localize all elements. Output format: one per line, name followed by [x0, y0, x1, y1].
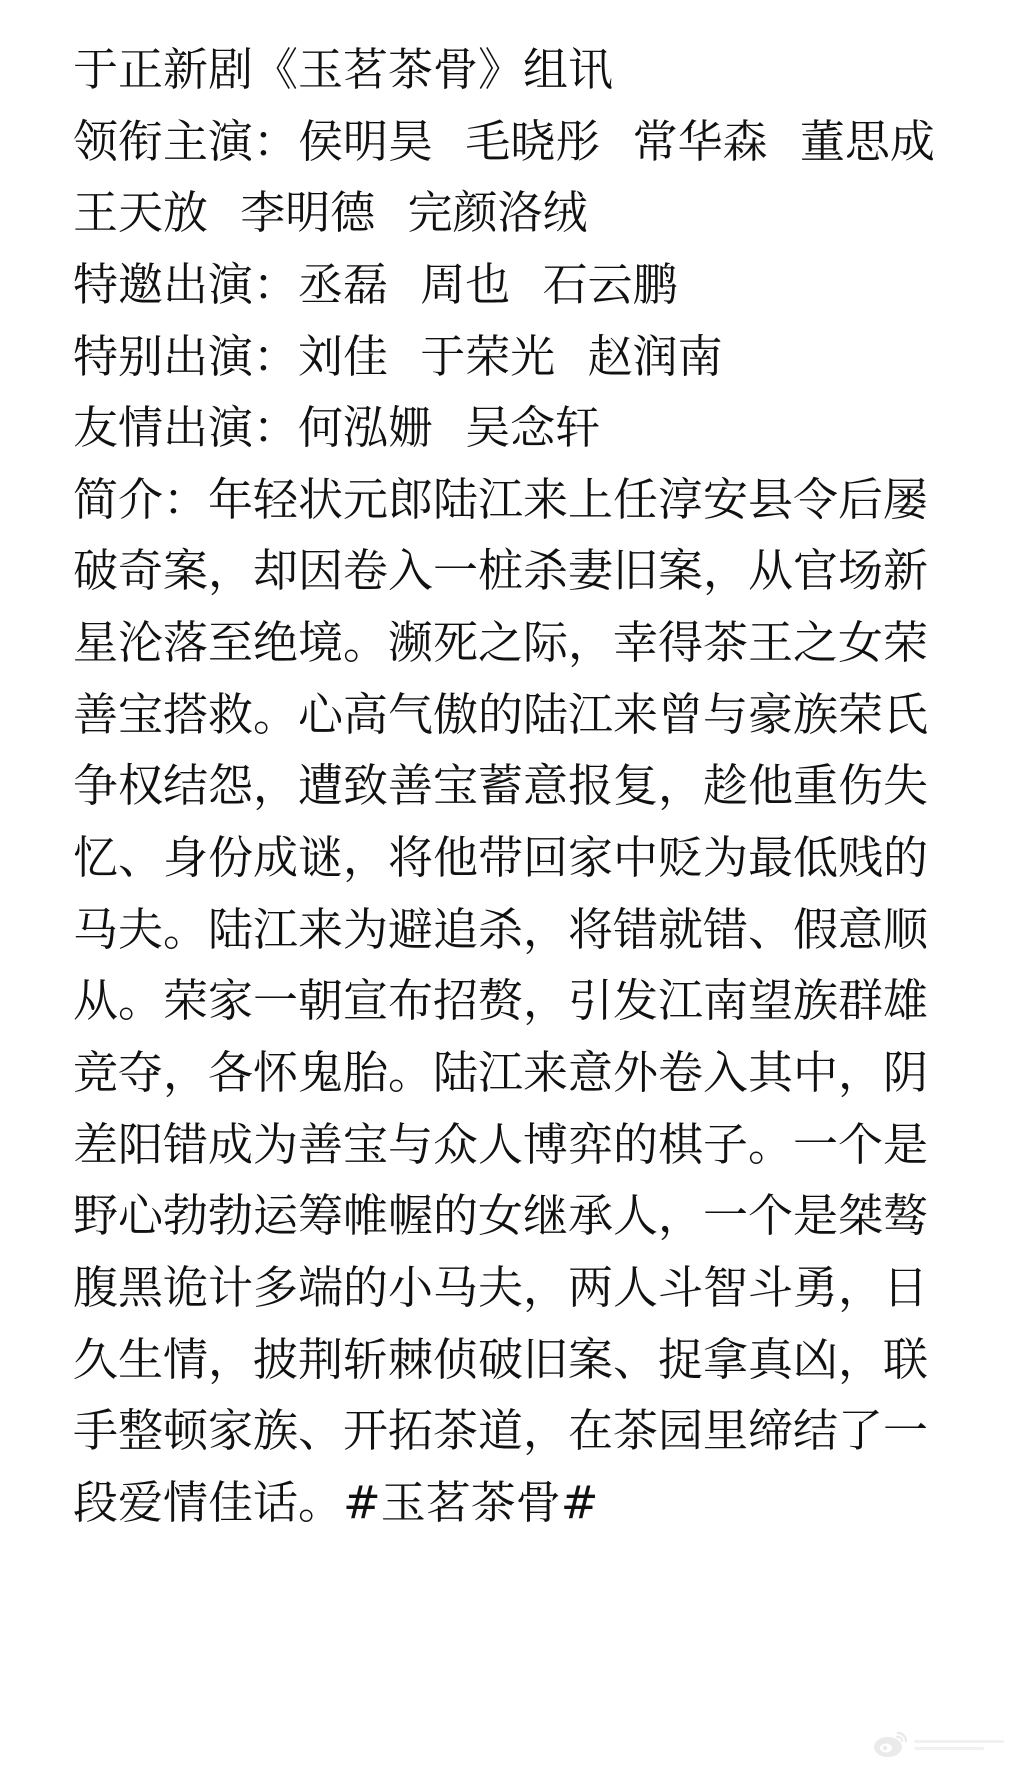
- synopsis-line: 从。荣家一朝宣布招赘，引发江南望族群雄: [73, 974, 929, 1028]
- synopsis-line: 马夫。陆江来为避追杀，将错就错、假意顺: [73, 902, 929, 956]
- post-body: [73, 34, 1018, 1538]
- synopsis-line: 争权结怨，遭致善宝蓄意报复，趁他重伤失: [73, 759, 929, 813]
- cast-line-lead-continued: 王天放 李明德 完颜洛绒: [73, 186, 588, 240]
- synopsis-line: 简介：年轻状元郎陆江来上任淳安县令后屡: [73, 472, 929, 526]
- topic-hashtag: #玉茗茶骨#: [343, 1475, 599, 1529]
- synopsis-line: 差阳错成为善宝与众人博弈的棋子。一个是: [73, 1117, 929, 1171]
- synopsis-end: 段爱情佳话。: [73, 1475, 344, 1529]
- weibo-logo-icon: [872, 1728, 1012, 1760]
- post-heading: 于正新剧《玉茗茶骨》组讯: [73, 43, 614, 96]
- synopsis-line: 忆、身份成谜，将他带回家中贬为最低贱的: [73, 831, 929, 885]
- cast-line-guest: 特邀出演：丞磊 周也 石云鹏: [73, 257, 678, 311]
- cast-line-special: 特别出演：刘佳 于荣光 赵润南: [73, 329, 723, 383]
- watermark: [872, 1728, 1012, 1760]
- synopsis-line: 竞夺，各怀鬼胎。陆江来意外卷入其中，阴: [73, 1045, 929, 1099]
- synopsis-line: 腹黑诡计多端的小马夫，两人斗智斗勇，日: [73, 1260, 929, 1314]
- cast-line-friendship: 友情出演：何泓姗 吴念轩: [73, 401, 601, 455]
- synopsis-line: 善宝搭救。心高气傲的陆江来曾与豪族荣氏: [73, 687, 929, 741]
- synopsis-line: 手整顿家族、开拓茶道，在茶园里缔结了一: [73, 1404, 929, 1458]
- synopsis-line: 野心勃勃运筹帷幄的女继承人，一个是桀骜: [73, 1189, 929, 1243]
- cast-line-lead: 领衔主演：侯明昊 毛晓彤 常华森 董思成: [73, 114, 935, 168]
- synopsis-line: 星沦落至绝境。濒死之际，幸得茶王之女荣: [73, 616, 929, 670]
- synopsis-line: 久生情，披荆斩棘侦破旧案、捉拿真凶，联: [73, 1332, 929, 1386]
- synopsis-line: 破奇案，却因卷入一桩杀妻旧案，从官场新: [73, 544, 929, 598]
- synopsis-last-line: [73, 1467, 1018, 1539]
